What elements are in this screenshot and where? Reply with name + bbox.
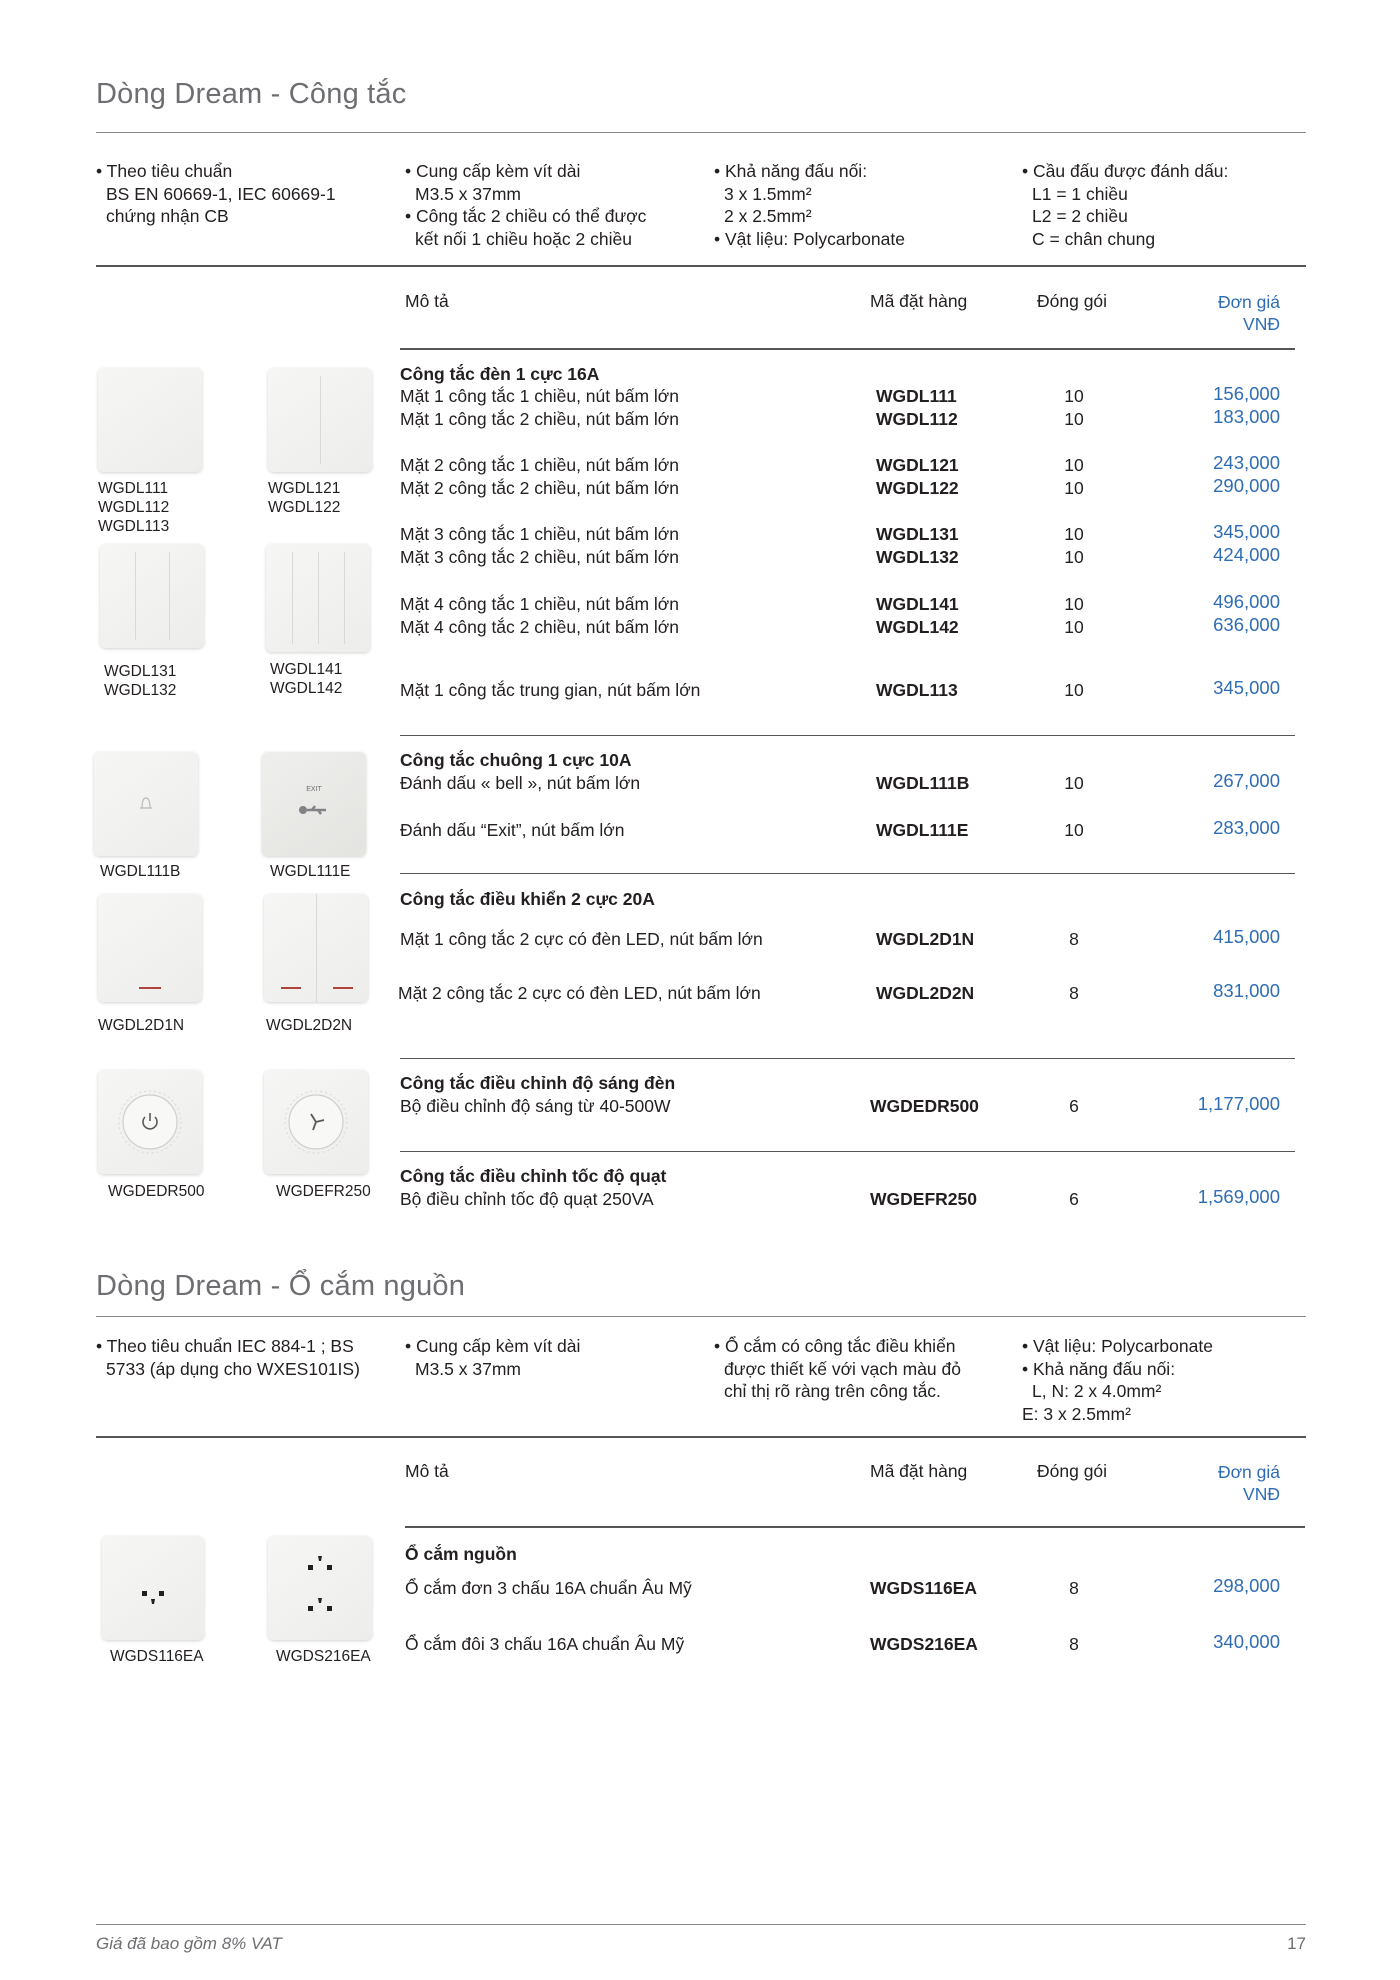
- page-number: 17: [1287, 1934, 1306, 1953]
- row-packing: 10: [1064, 820, 1084, 840]
- rocker-gap: [169, 552, 170, 640]
- caption-wgdl111e: WGDL111E: [270, 863, 351, 880]
- feature-line: • Khả năng đấu nối:: [714, 161, 868, 181]
- dimmer-knob-icon: [98, 1070, 202, 1174]
- product-image-wgdl121: [268, 368, 372, 472]
- row-price: 290,000: [1213, 475, 1280, 496]
- row-description: Mặt 1 công tắc 1 chiều, nút bấm lớn: [400, 386, 679, 406]
- divider: [400, 735, 1295, 736]
- feature-line: kết nối 1 chiều hoặc 2 chiều: [415, 228, 632, 249]
- row-description: Mặt 4 công tắc 1 chiều, nút bấm lớn: [400, 594, 679, 614]
- row-price: 340,000: [1213, 1631, 1280, 1652]
- rocker-gap: [320, 376, 321, 464]
- divider: [96, 132, 1306, 133]
- group-title: Công tắc điều khiển 2 cực 20A: [400, 889, 655, 909]
- caption-line: WGDL113: [98, 518, 170, 535]
- row-price: 831,000: [1213, 980, 1280, 1001]
- row-description: Mặt 2 công tắc 1 chiều, nút bấm lớn: [400, 455, 679, 475]
- header-description: Mô tả: [405, 291, 449, 311]
- header-price: [1140, 1461, 1280, 1505]
- row-description: Mặt 2 công tắc 2 cực có đèn LED, nút bấm lớn: [398, 983, 761, 1003]
- group-title: Công tắc điều chỉnh tốc độ quạt: [400, 1166, 667, 1186]
- caption-wgdl111: [98, 479, 169, 536]
- product-image-wgdedr500: [98, 1070, 202, 1174]
- group-title: Công tắc chuông 1 cực 10A: [400, 750, 632, 770]
- row-order-code: WGDEFR250: [870, 1189, 977, 1209]
- feature-line: • Theo tiêu chuẩn: [96, 161, 233, 181]
- led-indicator: [333, 987, 353, 989]
- feature-line: • Cung cấp kèm vít dài: [405, 161, 581, 181]
- header-price-line2: VNĐ: [1243, 1484, 1280, 1504]
- feature-line: • Ổ cắm có công tắc điều khiển: [714, 1336, 956, 1356]
- row-order-code: WGDL122: [876, 478, 959, 498]
- product-image-wgds116ea: [102, 1536, 204, 1640]
- caption-wgdl141: [270, 660, 342, 698]
- led-indicator: [281, 987, 301, 989]
- caption-line: WGDL111: [98, 480, 169, 497]
- row-packing: 10: [1064, 680, 1084, 700]
- feature-line: E: 3 x 2.5mm²: [1022, 1403, 1131, 1424]
- product-image-wgdl111: [98, 368, 202, 472]
- feature-line: • Cung cấp kèm vít dài: [405, 1336, 581, 1356]
- feature-block-screws: [405, 1335, 580, 1380]
- caption-wgdl2d2n: WGDL2D2N: [266, 1017, 353, 1034]
- row-packing: 10: [1064, 478, 1084, 498]
- rocker-gap: [344, 552, 345, 644]
- row-price: 636,000: [1213, 614, 1280, 635]
- feature-block-material: [1022, 1335, 1213, 1425]
- row-description: Bộ điều chỉnh tốc độ quạt 250VA: [400, 1189, 654, 1209]
- caption-line: WGDL121: [268, 480, 341, 497]
- feature-block-standard: [96, 1335, 360, 1380]
- row-order-code: WGDL2D2N: [876, 983, 975, 1003]
- feature-block-standard: [96, 160, 336, 228]
- row-description: Đánh dấu “Exit”, nút bấm lớn: [400, 820, 625, 840]
- rocker-gap: [292, 552, 293, 644]
- feature-line: • Công tắc 2 chiều có thể được: [405, 206, 647, 226]
- divider: [405, 1526, 1305, 1528]
- row-description: Ổ cắm đơn 3 chấu 16A chuẩn Âu Mỹ: [405, 1578, 692, 1598]
- row-packing: 6: [1069, 1096, 1079, 1116]
- exit-label: EXIT: [306, 786, 322, 793]
- row-order-code: WGDL132: [876, 547, 959, 567]
- row-order-code: WGDL113: [876, 680, 958, 700]
- footer-vat-note: Giá đã bao gồm 8% VAT: [96, 1934, 282, 1953]
- header-packing: Đóng gói: [1037, 291, 1108, 311]
- divider: [400, 1151, 1295, 1152]
- row-description: Ổ cắm đôi 3 chấu 16A chuẩn Âu Mỹ: [405, 1634, 685, 1654]
- header-order-code: Mã đặt hàng: [870, 291, 968, 311]
- group-title: Công tắc điều chỉnh độ sáng đèn: [400, 1073, 676, 1093]
- divider: [400, 1058, 1295, 1059]
- row-price: 345,000: [1213, 677, 1280, 698]
- row-order-code: WGDL111B: [876, 773, 970, 793]
- caption-line: WGDL131: [104, 663, 177, 680]
- header-price-line1: Đơn giá: [1217, 1462, 1280, 1482]
- feature-line: M3.5 x 37mm: [415, 183, 521, 204]
- row-price: 1,177,000: [1197, 1093, 1280, 1114]
- socket-outlet-icon: [102, 1536, 204, 1640]
- row-price: 267,000: [1213, 770, 1280, 791]
- row-description: Mặt 1 công tắc trung gian, nút bấm lớn: [400, 680, 701, 700]
- row-packing: 8: [1069, 929, 1079, 949]
- row-order-code: WGDL141: [876, 594, 959, 614]
- row-packing: 10: [1064, 617, 1084, 637]
- caption-wgdl2d1n: WGDL2D1N: [98, 1017, 185, 1034]
- feature-block-wiring: [714, 160, 905, 250]
- divider: [96, 1316, 1306, 1317]
- feature-line: • Khả năng đấu nối:: [1022, 1358, 1176, 1379]
- product-image-wgdl141: [266, 544, 370, 652]
- row-description: Mặt 4 công tắc 2 chiều, nút bấm lớn: [400, 617, 679, 637]
- feature-line: L, N: 2 x 4.0mm²: [1032, 1381, 1162, 1401]
- header-description: Mô tả: [405, 1461, 449, 1481]
- header-price-line1: Đơn giá: [1217, 292, 1280, 312]
- feature-block-screws: [405, 160, 646, 250]
- row-price: 156,000: [1213, 383, 1280, 404]
- row-description: Bộ điều chỉnh độ sáng từ 40-500W: [400, 1096, 671, 1116]
- row-order-code: WGDL111E: [876, 820, 969, 840]
- feature-line: chứng nhận CB: [106, 206, 229, 226]
- divider: [96, 1436, 1306, 1438]
- row-packing: 10: [1064, 386, 1084, 406]
- product-image-wgdl2d1n: [98, 894, 202, 1002]
- feature-line: M3.5 x 37mm: [415, 1358, 521, 1379]
- feature-line: L2 = 2 chiều: [1032, 206, 1128, 226]
- fan-knob-icon: [264, 1070, 368, 1174]
- row-price: 345,000: [1213, 521, 1280, 542]
- row-packing: 8: [1069, 1634, 1079, 1654]
- divider: [400, 348, 1295, 350]
- feature-line: 3 x 1.5mm²: [724, 183, 812, 204]
- caption-line: WGDL122: [268, 499, 341, 516]
- feature-block-terminals: [1022, 160, 1228, 250]
- feature-line: 5733 (áp dụng cho WXES101IS): [106, 1358, 360, 1379]
- row-order-code: WGDL2D1N: [876, 929, 975, 949]
- row-order-code: WGDS216EA: [870, 1634, 978, 1654]
- product-image-wgdl111b: [94, 752, 198, 856]
- row-price: 415,000: [1213, 926, 1280, 947]
- feature-block-indicator: [714, 1335, 961, 1403]
- feature-line: • Vật liệu: Polycarbonate: [714, 228, 905, 249]
- caption-wgds216ea: WGDS216EA: [276, 1648, 371, 1665]
- product-image-wgdl111e: [262, 752, 366, 856]
- group-title: Ổ cắm nguồn: [405, 1544, 517, 1564]
- product-image-wgdl131: [100, 544, 204, 648]
- row-price: 424,000: [1213, 544, 1280, 565]
- row-description: Mặt 2 công tắc 2 chiều, nút bấm lớn: [400, 478, 679, 498]
- row-order-code: WGDL142: [876, 617, 959, 637]
- double-socket-outlet-icon: [268, 1536, 372, 1640]
- header-price-line2: VNĐ: [1243, 314, 1280, 334]
- rocker-gap: [318, 552, 319, 644]
- feature-line: • Cầu đấu được đánh dấu:: [1022, 161, 1229, 181]
- caption-wgdedr500: WGDEDR500: [108, 1183, 205, 1200]
- row-packing: 8: [1069, 983, 1079, 1003]
- row-order-code: WGDL131: [876, 524, 959, 544]
- section-title-sockets: Dòng Dream - Ổ cắm nguồn: [96, 1270, 466, 1302]
- divider: [400, 873, 1295, 874]
- row-price: 496,000: [1213, 591, 1280, 612]
- row-order-code: WGDS116EA: [870, 1578, 977, 1598]
- row-description: Mặt 3 công tắc 1 chiều, nút bấm lớn: [400, 524, 679, 544]
- divider: [96, 1924, 1306, 1925]
- header-packing: Đóng gói: [1037, 1461, 1108, 1481]
- row-packing: 10: [1064, 409, 1084, 429]
- row-price: 183,000: [1213, 406, 1280, 427]
- caption-wgdl121: [268, 479, 340, 517]
- caption-wgdefr250: WGDEFR250: [276, 1183, 371, 1200]
- row-price: 243,000: [1213, 452, 1280, 473]
- row-packing: 6: [1069, 1189, 1079, 1209]
- header-price: [1140, 291, 1280, 335]
- row-packing: 10: [1064, 524, 1084, 544]
- rocker-gap: [316, 894, 317, 1002]
- caption-wgdl131: [104, 662, 176, 700]
- row-description: Mặt 1 công tắc 2 cực có đèn LED, nút bấm lớn: [400, 929, 763, 949]
- row-price: 298,000: [1213, 1575, 1280, 1596]
- row-packing: 10: [1064, 773, 1084, 793]
- caption-wgds116ea: WGDS116EA: [110, 1648, 204, 1665]
- row-order-code: WGDL112: [876, 409, 958, 429]
- caption-line: WGDL112: [98, 499, 170, 516]
- row-description: Mặt 3 công tắc 2 chiều, nút bấm lớn: [400, 547, 679, 567]
- row-packing: 10: [1064, 547, 1084, 567]
- row-description: Mặt 1 công tắc 2 chiều, nút bấm lớn: [400, 409, 679, 429]
- row-packing: 8: [1069, 1578, 1079, 1598]
- feature-line: L1 = 1 chiều: [1032, 183, 1128, 204]
- feature-line: 2 x 2.5mm²: [724, 206, 812, 226]
- bell-icon: [94, 752, 198, 856]
- row-order-code: WGDEDR500: [870, 1096, 979, 1116]
- row-price: 1,569,000: [1197, 1186, 1280, 1207]
- rocker-gap: [135, 552, 136, 640]
- product-image-wgds216ea: [268, 1536, 372, 1640]
- row-packing: 10: [1064, 594, 1084, 614]
- product-image-wgdl2d2n: [264, 894, 368, 1002]
- divider: [96, 265, 1306, 267]
- feature-line: BS EN 60669-1, IEC 60669-1: [106, 183, 336, 204]
- feature-line: • Vật liệu: Polycarbonate: [1022, 1336, 1213, 1356]
- section-title-switches: Dòng Dream - Công tắc: [96, 78, 407, 110]
- row-description: Đánh dấu « bell », nút bấm lớn: [400, 773, 641, 793]
- led-indicator: [139, 987, 161, 989]
- caption-line: WGDL132: [104, 682, 177, 699]
- feature-line: C = chân chung: [1032, 228, 1156, 249]
- row-order-code: WGDL121: [876, 455, 959, 475]
- exit-man-icon: [262, 752, 366, 856]
- row-order-code: WGDL111: [876, 386, 957, 406]
- row-price: 283,000: [1213, 817, 1280, 838]
- group-title: Công tắc đèn 1 cực 16A: [400, 364, 600, 384]
- caption-line: WGDL141: [270, 661, 343, 678]
- header-order-code: Mã đặt hàng: [870, 1461, 968, 1481]
- feature-line: được thiết kế với vạch màu đỏ: [724, 1358, 961, 1379]
- feature-line: • Theo tiêu chuẩn IEC 884-1 ; BS: [96, 1336, 354, 1356]
- caption-wgdl111b: WGDL111B: [100, 863, 181, 880]
- row-packing: 10: [1064, 455, 1084, 475]
- feature-line: chỉ thị rõ ràng trên công tắc.: [724, 1381, 941, 1401]
- product-image-wgdefr250: [264, 1070, 368, 1174]
- caption-line: WGDL142: [270, 680, 343, 697]
